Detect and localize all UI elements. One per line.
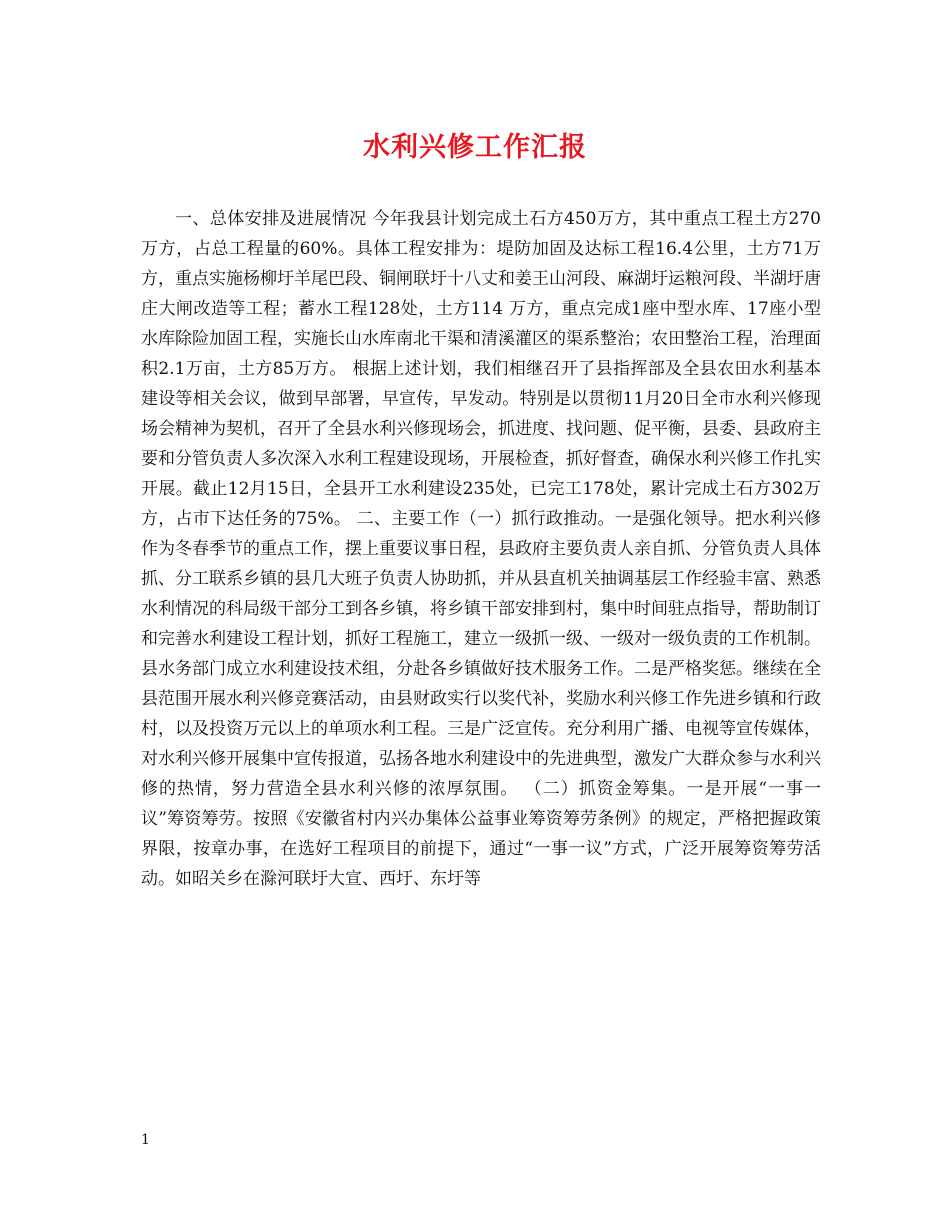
document-title: 水利兴修工作汇报 (363, 132, 587, 163)
page-number: 1 (141, 1132, 150, 1148)
document-body-text: 一、总体安排及进展情况 今年我县计划完成土石方450万方，其中重点工程土方270万方，占总工程量的60%。具体工程安排为：堤防加固及达标工程16.4公里，土方71万方，重点实施杨柳圩羊尾巴段、铜闸联圩十八丈和姜王山河段、麻湖圩运粮河段、半湖圩唐庄大闸改造等工程；蓄水工程128处，土方114 万方，重点完成1座中型水库、17座小型水库除险加固工程，实施长山水库南北干渠和清溪灌区的渠系整治；农田整治工程，治理面积2.1万亩，土方85万方。 根据上述计划，我们相继召开了县指挥部及全县农田水利基本建设等相关会议，做到早部署，早宣传，早发动。特别是以贯彻11月20日全市水利兴修现场会精神为契机，召开了全县水利兴修现场会，抓进度、找问题、促平衡，县委、县政府主要和分管负责人多次深入水利工程建设现场，开展检查，抓好督查，确保水利兴修工作扎实开展。截止12月15日，全县开工水利建设235处，已完工178处，累计完成土石方302万方，占市下达任务的75%。 二、主要工作（一）抓行政推动。一是强化领导。把水利兴修作为冬春季节的重点工作，摆上重要议事日程，县政府主要负责人亲自抓、分管负责人具体抓、分工联系乡镇的县几大班子负责人协助抓，并从县直机关抽调基层工作经验丰富、熟悉水利情况的科局级干部分工到各乡镇，将乡镇干部安排到村，集中时间驻点指导，帮助制订和完善水利建设工程计划，抓好工程施工，建立一级抓一级、一级对一级负责的工作机制。县水务部门成立水利建设技术组，分赴各乡镇做好技术服务工作。二是严格奖惩。继续在全县范围开展水利兴修竞赛活动，由县财政实行以奖代补，奖励水利兴修工作先进乡镇和行政村，以及投资万元以上的单项水利工程。三是广泛宣传。充分利用广播、电视等宣传媒体，对水利兴修开展集中宣传报道，弘扬各地水利建设中的先进典型，激发广大群众参与水利兴修的热情，努力营造全县水利兴修的浓厚氛围。 （二）抓资金筹集。一是开展“一事一议”筹资筹劳。按照《安徽省村内兴办集体公益事业筹资筹劳条例》的规定，严格把握政策界限，按章办事，在选好工程项目的前提下，通过“一事一议”方式，广泛开展筹资筹劳活动。如昭关乡在滁河联圩大宣、西圩、东圩等 (141, 209, 821, 889)
